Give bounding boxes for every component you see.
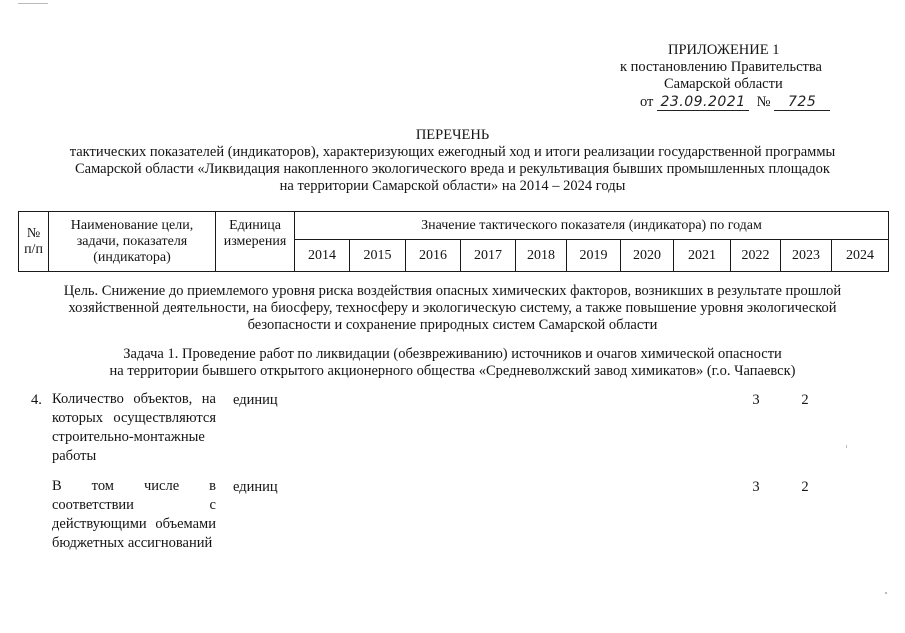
year-2020: 2020 <box>621 240 674 272</box>
row-1-unit: единиц <box>233 392 278 408</box>
scan-speck <box>18 3 48 4</box>
row-1-value-2023: 2 <box>801 392 809 408</box>
row-1-name: Количество объектов, на которых осуществляются строительно-монтажные работы <box>52 391 216 464</box>
row-2-name: В том числе в соответствии с действующими объемами бюджетных ассигнований <box>52 478 216 551</box>
year-2021: 2021 <box>674 240 731 272</box>
row-1-value-2022: 3 <box>752 392 760 408</box>
goal-line-1: Цель. Снижение до приемлемого уровня риска воздействия опасных химических факторов, возникших в результате прошлой <box>63 283 842 299</box>
goal-statement <box>20 283 885 334</box>
handwritten-date: 23.09.2021 <box>657 95 749 111</box>
year-2017: 2017 <box>461 240 516 272</box>
scan-speck <box>846 445 847 448</box>
title-heading: ПЕРЕЧЕНЬ <box>415 127 490 143</box>
col-header-number: № п/п <box>19 212 49 272</box>
goal-line-2: хозяйственной деятельности, на биосферу, техносферу и экологическую систему, а также повышение уровня экологической <box>68 300 837 316</box>
year-2016: 2016 <box>406 240 461 272</box>
title-line-2: Самарской области «Ликвидация накопленного экологического вреда и рекультивация бывших промышленных площадок <box>75 161 830 177</box>
document-title <box>20 127 885 195</box>
row-1-number: 4. <box>31 392 42 408</box>
task-statement <box>20 346 885 380</box>
document-header <box>560 42 890 111</box>
col-header-values: Значение тактического показателя (индикатора) по годам <box>295 212 889 240</box>
col-header-unit: Единица измерения <box>216 212 295 272</box>
handwritten-number: 725 <box>774 95 830 111</box>
decree-reference: к постановлению Правительства <box>620 59 822 75</box>
year-2024: 2024 <box>832 240 889 272</box>
col-header-name: Наименование цели, задачи, показателя (индикатора) <box>49 212 216 272</box>
task-line-2: на территории бывшего открытого акционерного общества «Средневолжский завод химикатов» (г.о. Чапаевск) <box>109 363 796 379</box>
indicators-table-header <box>18 211 889 272</box>
year-2015: 2015 <box>350 240 406 272</box>
row-2-value-2023: 2 <box>801 479 809 495</box>
region-name: Самарской области <box>664 76 783 92</box>
goal-line-3: безопасности и сохранение природных систем Самарской области <box>247 317 658 333</box>
year-2019: 2019 <box>567 240 621 272</box>
title-line-3: на территории Самарской области» на 2014 – 2024 годы <box>279 178 626 194</box>
year-2018: 2018 <box>516 240 567 272</box>
scan-speck <box>885 592 887 594</box>
number-prefix: № <box>756 94 771 110</box>
year-2023: 2023 <box>781 240 832 272</box>
title-line-1: тактических показателей (индикаторов), характеризующих ежегодный ход и итоги реализации государственной программы <box>69 144 836 160</box>
row-2-value-2022: 3 <box>752 479 760 495</box>
year-2022: 2022 <box>731 240 781 272</box>
appendix-label: ПРИЛОЖЕНИЕ 1 <box>668 42 780 58</box>
task-line-1: Задача 1. Проведение работ по ликвидации (обезвреживанию) источников и очагов химической опасности <box>123 346 782 362</box>
row-2-unit: единиц <box>233 479 278 495</box>
date-prefix: от <box>640 94 654 110</box>
date-number-line <box>560 94 890 111</box>
year-2014: 2014 <box>295 240 350 272</box>
